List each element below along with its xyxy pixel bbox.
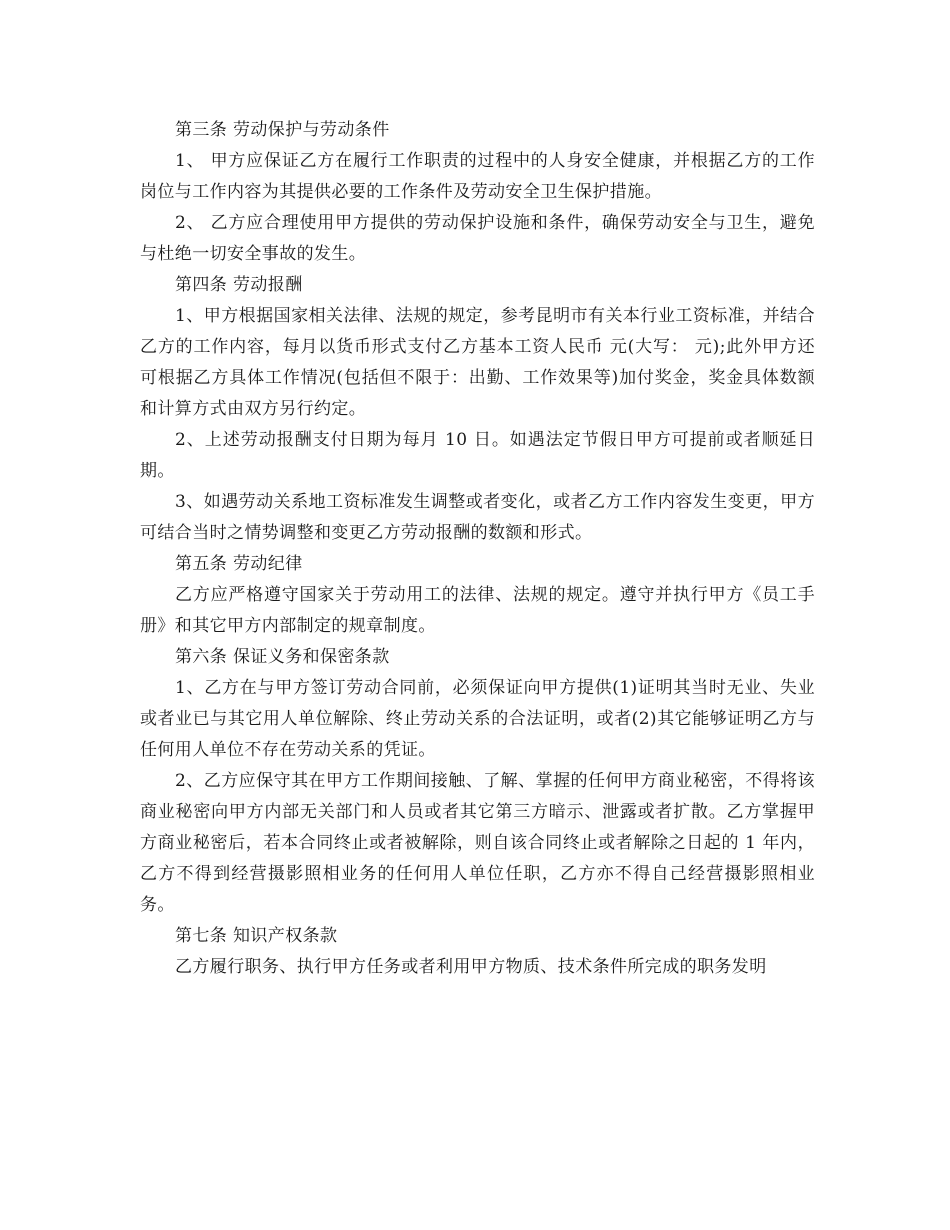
article-4-clause-2: 2、上述劳动报酬支付日期为每月 10 日。如遇法定节假日甲方可提前或者顺延日期。 bbox=[140, 430, 815, 481]
article-4-clause-3: 3、如遇劳动关系地工资标准发生调整或者变化，或者乙方工作内容发生变更，甲方可结合当时之情势调整和变更乙方劳动报酬的数额和形式。 bbox=[140, 492, 815, 543]
article-6-heading: 第六条 保证义务和保密条款 bbox=[175, 647, 390, 667]
article-7-body: 乙方履行职务、执行甲方任务或者利用甲方物质、技术条件所完成的职务发明 bbox=[175, 957, 767, 977]
article-5-heading: 第五条 劳动纪律 bbox=[175, 554, 303, 574]
article-3-clause-1: 1、 甲方应保证乙方在履行工作职责的过程中的人身安全健康，并根据乙方的工作岗位与工作内容为其提供必要的工作条件及劳动安全卫生保护措施。 bbox=[140, 151, 815, 202]
article-4-clause-1: 1、甲方根据国家相关法律、法规的规定，参考昆明市有关本行业工资标准，并结合乙方的工作内容，每月以货币形式支付乙方基本工资人民币 元(大写： 元);此外甲方还可根据乙方具体工作情况(包括但不限于：出勤、工作效果等)加付奖金，奖金具体数额和计算方式由双方另行约定。 bbox=[140, 306, 815, 419]
article-6-clause-1: 1、乙方在与甲方签订劳动合同前，必须保证向甲方提供(1)证明其当时无业、失业或者业已与其它用人单位解除、终止劳动关系的合法证明，或者(2)其它能够证明乙方与任何用人单位不存在劳动关系的凭证。 bbox=[140, 678, 815, 760]
article-6-clause-2: 2、乙方应保守其在甲方工作期间接触、了解、掌握的任何甲方商业秘密，不得将该商业秘密向甲方内部无关部门和人员或者其它第三方暗示、泄露或者扩散。乙方掌握甲方商业秘密后，若本合同终止或者被解除，则自该合同终止或者解除之日起的 1 年内，乙方不得到经营摄影照相业务的任何用人单位任职，乙方亦不得自己经营摄影照相业务。 bbox=[140, 771, 815, 915]
article-5-body: 乙方应严格遵守国家关于劳动用工的法律、法规的规定。遵守并执行甲方《员工手册》和其它甲方内部制定的规章制度。 bbox=[140, 585, 815, 636]
article-4-heading: 第四条 劳动报酬 bbox=[175, 275, 303, 295]
document-content bbox=[140, 115, 815, 983]
article-3-heading: 第三条 劳动保护与劳动条件 bbox=[175, 120, 390, 140]
article-3-clause-2: 2、 乙方应合理使用甲方提供的劳动保护设施和条件，确保劳动安全与卫生，避免与杜绝一切安全事故的发生。 bbox=[140, 213, 815, 264]
article-7-heading: 第七条 知识产权条款 bbox=[175, 926, 338, 946]
